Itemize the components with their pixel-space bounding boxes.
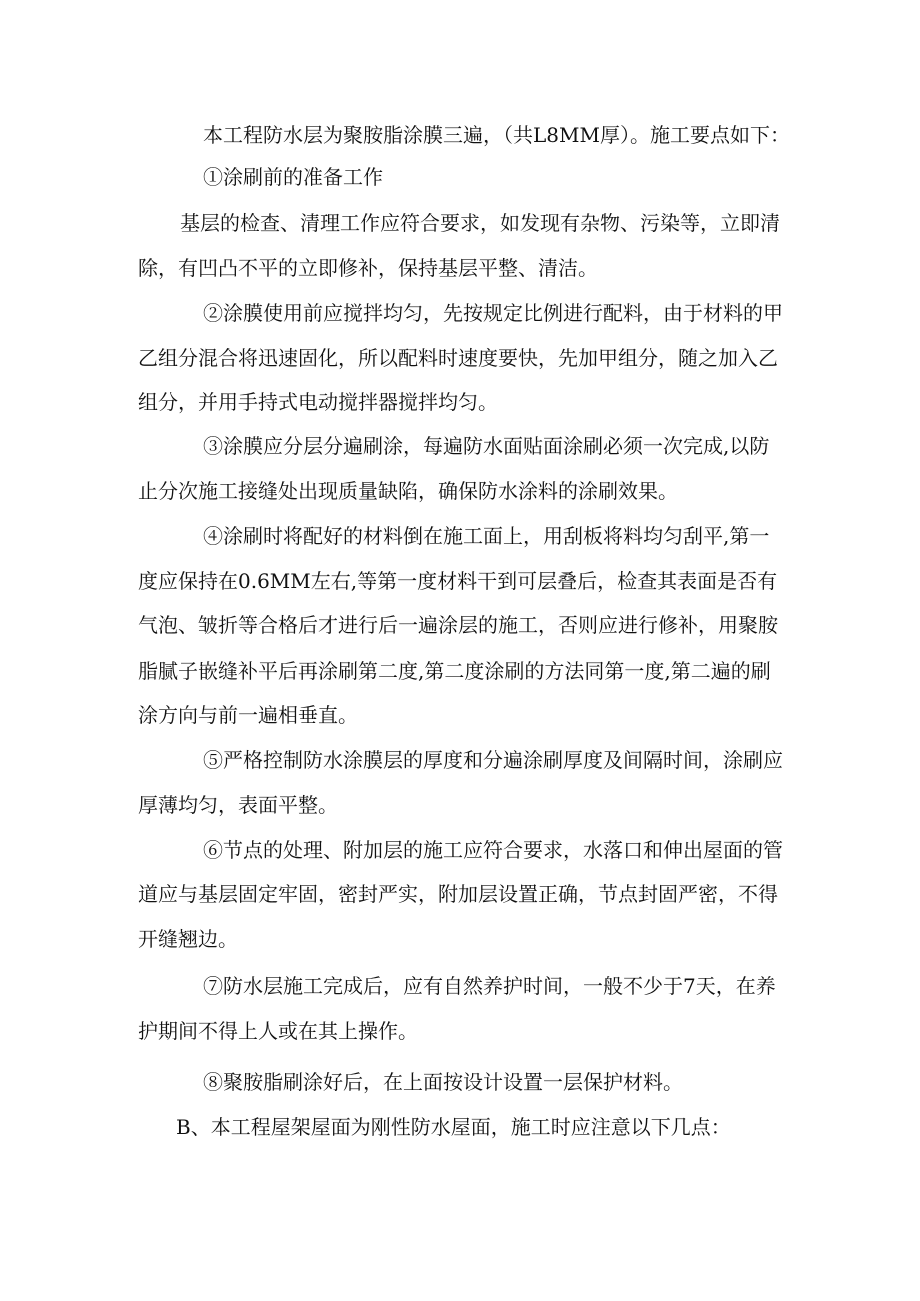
text-line: B、本工程屋架屋面为刚性防水屋面，施工时应注意以下几点： — [176, 1115, 731, 1139]
text-line: ⑧聚胺脂刷涂好后，在上面按设计设置一层保护材料。 — [203, 1070, 683, 1094]
text-line: 脂腻子嵌缝补平后再涂刷第二度,第二度涂刷的方法同第一度,第二遍的刷 — [138, 659, 771, 683]
text-line: ⑦防水层施工完成后，应有自然养护时间，一般不少于7天，在养 — [203, 974, 776, 998]
text-line: 组分，并用手持式电动搅拌器搅拌均匀。 — [138, 390, 498, 414]
text-line: 厚薄均匀，表面平整。 — [138, 793, 338, 817]
text-line: ⑤严格控制防水涂膜层的厚度和分遍涂刷厚度及间隔时间，涂刷应 — [203, 748, 783, 772]
text-line: 基层的检查、清理工作应符合要求，如发现有杂物、污染等，立即清 — [180, 211, 780, 235]
text-line: 道应与基层固定牢固，密封严实，附加层设置正确，节点封固严密，不得 — [138, 882, 778, 906]
text-line: 气泡、皱折等合格后才进行后一遍涂层的施工，否则应进行修补，用聚胺 — [138, 613, 778, 637]
text-line: ①涂刷前的准备工作 — [203, 165, 383, 189]
text-line: ②涂膜使用前应搅拌均匀，先按规定比例进行配料，由于材料的甲 — [203, 301, 783, 325]
text-line: 止分次施工接缝处出现质量缺陷，确保防水涂料的涂刷效果。 — [138, 479, 678, 503]
text-line: 除，有凹凸不平的立即修补，保持基层平整、清洁。 — [138, 256, 598, 280]
text-line: ③涂膜应分层分遍刷涂，每遍防水面贴面涂刷必须一次完成,以防 — [203, 434, 770, 458]
text-line: 开缝翘边。 — [138, 927, 238, 951]
text-line: ④涂刷时将配好的材料倒在施工面上，用刮板将料均匀刮平,第一 — [203, 524, 770, 548]
text-line: 本工程防水层为聚胺脂涂膜三遍，（共L8MM厚）。施工要点如下： — [203, 123, 790, 147]
text-line: 度应保持在0.6MM左右,等第一度材料干到可层叠后，检查其表面是否有 — [138, 569, 778, 593]
text-line: ⑥节点的处理、附加层的施工应符合要求，水落口和伸出屋面的管 — [203, 838, 783, 862]
text-line: 涂方向与前一遍相垂直。 — [138, 703, 358, 727]
text-line: 乙组分混合将迅速固化，所以配料时速度要快，先加甲组分，随之加入乙 — [138, 346, 778, 370]
text-line: 护期间不得上人或在其上操作。 — [138, 1019, 418, 1043]
